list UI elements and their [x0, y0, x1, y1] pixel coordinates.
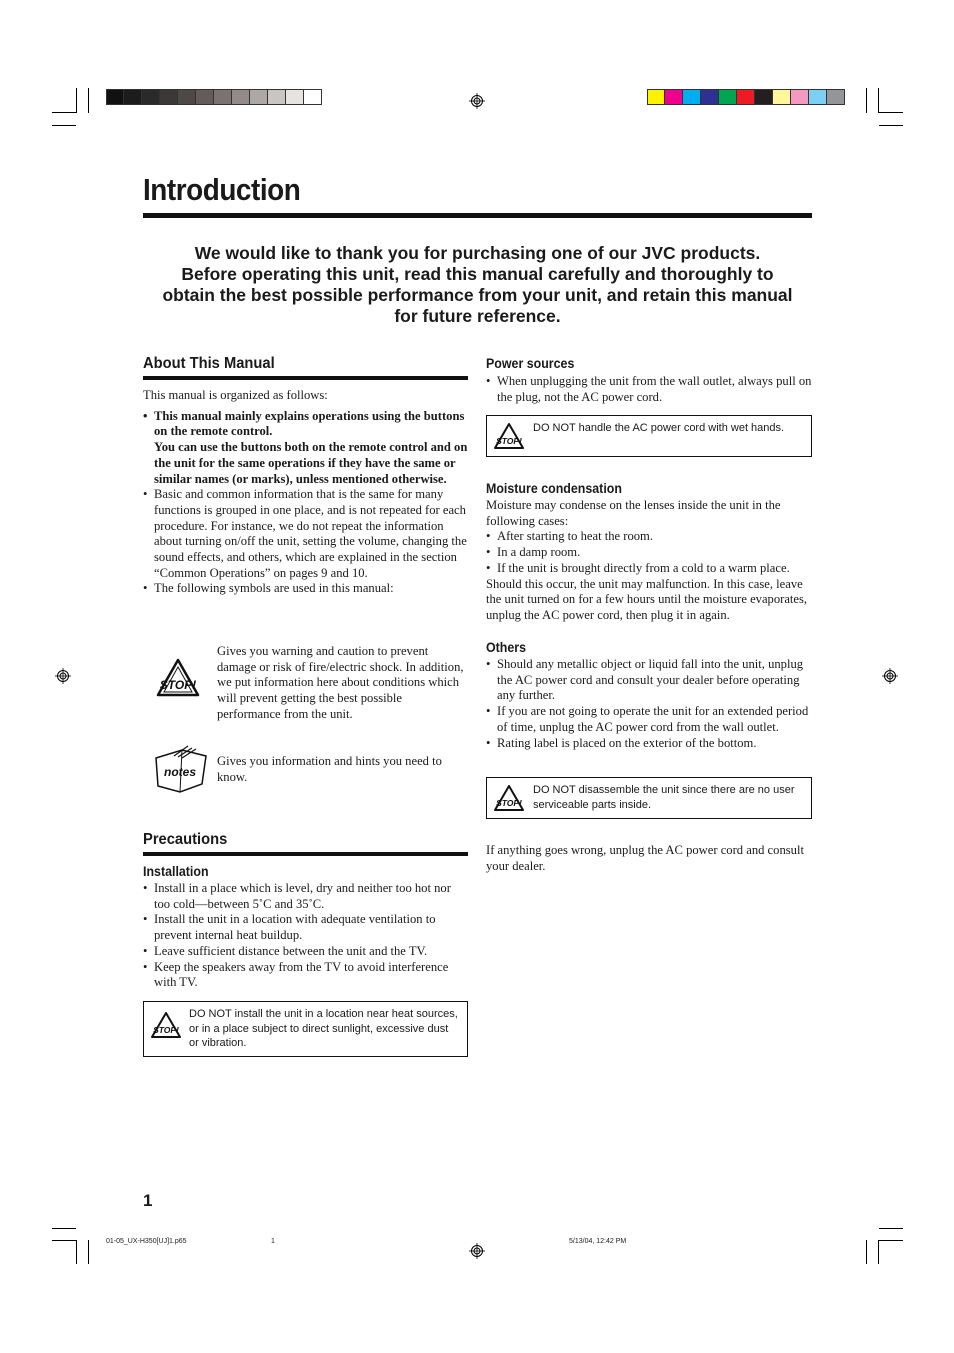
- footer-filename: 01-05_UX-H350[UJ]1.p65: [106, 1238, 187, 1245]
- footer-date: 5/13/04, 12:42 PM: [569, 1238, 627, 1245]
- color-swatch: [106, 89, 124, 105]
- list-item: • Basic and common information that is the same for many functions is grouped in one place, and is not repeated for each procedure. For instance, we do not repeat the information about turning on/off the unit, setting the volume, changing the sound effects, and others, which are explained in the section “Common Operations” on pages 9 and 10.: [143, 487, 468, 581]
- color-swatch: [160, 89, 178, 105]
- grayscale-calibration-bar: [106, 89, 322, 105]
- color-swatch: [196, 89, 214, 105]
- color-swatch: [142, 89, 160, 105]
- crop-mark: [52, 1228, 76, 1229]
- crop-mark: [76, 1240, 77, 1264]
- notes-icon-label: notes: [163, 765, 197, 779]
- list-item: • After starting to heat the room.: [486, 529, 812, 545]
- others-heading: Others: [486, 640, 527, 655]
- color-swatch: [232, 89, 250, 105]
- color-swatch: [286, 89, 304, 105]
- list-item: • Install the unit in a location with adequate ventilation to prevent internal heat buildup.: [143, 912, 468, 943]
- registration-mark-icon: [469, 1243, 485, 1259]
- power-heading: Power sources: [486, 356, 575, 371]
- list-item: • If you are not going to operate the unit for an extended period of time, unplug the AC power cord from the wall outlet.: [486, 704, 812, 735]
- moisture-body: [486, 498, 812, 624]
- color-swatch: [665, 89, 683, 105]
- color-swatch: [701, 89, 719, 105]
- color-swatch: [809, 89, 827, 105]
- registration-mark-icon: [55, 668, 71, 684]
- list-item: • The following symbols are used in this manual:: [143, 581, 468, 597]
- closing-paragraph: If anything goes wrong, unplug the AC power cord and consult your dealer.: [486, 843, 804, 873]
- crop-mark: [88, 1240, 89, 1264]
- installation-body: [143, 881, 468, 991]
- footer-page: 1: [271, 1238, 275, 1245]
- color-swatch: [827, 89, 845, 105]
- about-heading: About This Manual: [143, 355, 275, 372]
- list-item: • Leave sufficient distance between the unit and the TV.: [143, 944, 468, 960]
- list-item: • If the unit is brought directly from a cold to a warm place.: [486, 561, 812, 577]
- stop-icon-label: STOP!: [496, 798, 522, 808]
- color-swatch: [755, 89, 773, 105]
- color-swatch: [647, 89, 665, 105]
- stop-icon-label: STOP!: [153, 1025, 179, 1035]
- title-rule: [143, 213, 812, 218]
- color-swatch: [304, 89, 322, 105]
- color-calibration-bar: [647, 89, 845, 105]
- color-swatch: [737, 89, 755, 105]
- power-body: [486, 374, 812, 405]
- about-bold-item-cont: You can use the buttons both on the remote control and on the unit for the same operations if they have the same or similar names (or marks), unless mentioned otherwise.: [154, 440, 468, 486]
- color-swatch: [250, 89, 268, 105]
- list-item: • Should any metallic object or liquid fall into the unit, unplug the AC power cord and consult your dealer before operating any further.: [486, 657, 812, 704]
- crop-mark: [88, 88, 89, 113]
- crop-mark: [878, 88, 879, 113]
- color-swatch: [719, 89, 737, 105]
- crop-mark: [52, 1240, 76, 1241]
- power-warning-text: DO NOT handle the AC power cord with wet hands.: [533, 422, 785, 434]
- list-item: • In a damp room.: [486, 545, 812, 561]
- stop-warning-icon: [492, 422, 526, 450]
- crop-mark: [879, 112, 903, 113]
- color-swatch: [791, 89, 809, 105]
- about-lead: This manual is organized as follows:: [143, 388, 328, 402]
- stop-icon-label: STOP!: [496, 436, 522, 446]
- intro-paragraph: [143, 243, 812, 327]
- crop-mark: [76, 88, 77, 113]
- list-item: • When unplugging the unit from the wall outlet, always pull on the plug, not the AC power cord.: [486, 374, 812, 405]
- list-item: • Keep the speakers away from the TV to avoid interference with TV.: [143, 960, 468, 991]
- installation-warning-text: DO NOT install the unit in a location near heat sources, or in a place subject to direct sunlight, excessive dust or vibration.: [189, 1008, 458, 1049]
- intro-line: We would like to thank you for purchasing one of our JVC products.: [194, 243, 761, 263]
- intro-line: for future reference.: [394, 306, 561, 326]
- moisture-lead: Moisture may condense on the lenses inside the unit in the following cases:: [486, 498, 781, 528]
- crop-mark: [866, 88, 867, 113]
- intro-line: obtain the best possible performance from your unit, and retain this manual: [162, 285, 793, 305]
- stop-icon-label: STOP!: [159, 678, 197, 692]
- intro-line: Before operating this unit, read this manual carefully and thoroughly to: [181, 264, 774, 284]
- color-swatch: [214, 89, 232, 105]
- crop-mark: [52, 112, 76, 113]
- precautions-heading: Precautions: [143, 831, 228, 848]
- color-swatch: [773, 89, 791, 105]
- crop-mark: [866, 1240, 867, 1264]
- about-bold-item: This manual mainly explains operations using the buttons on the remote control.: [154, 408, 465, 439]
- stop-warning-icon: [153, 657, 203, 699]
- crop-mark: [879, 1228, 903, 1229]
- registration-mark-icon: [469, 93, 485, 109]
- about-body: [143, 388, 468, 597]
- page-number: 1: [143, 1191, 153, 1210]
- stop-warning-icon: [492, 784, 526, 812]
- list-item: [143, 409, 468, 488]
- stop-description: Gives you warning and caution to prevent damage or risk of fire/electric shock. In addition, we put information here about conditions which will prevent getting the best possible performance from the unit.: [217, 644, 464, 721]
- crop-mark: [879, 1240, 903, 1241]
- color-swatch: [124, 89, 142, 105]
- color-swatch: [683, 89, 701, 105]
- crop-mark: [52, 125, 76, 126]
- moisture-tail: Should this occur, the unit may malfunction. In this case, leave the unit turned on for a few hours until the moisture evaporates, unplug the AC power cord, then plug it in again.: [486, 576, 808, 622]
- others-warning-text: DO NOT disassemble the unit since there are no user serviceable parts inside.: [533, 784, 795, 811]
- registration-mark-icon: [882, 668, 898, 684]
- moisture-heading: Moisture condensation: [486, 481, 622, 496]
- color-swatch: [268, 89, 286, 105]
- power-warning-box: [486, 415, 812, 457]
- notes-icon: [152, 744, 210, 796]
- list-item: • Install in a place which is level, dry and neither too hot nor too cold—between 5˚C and 35˚C.: [143, 881, 468, 912]
- crop-mark: [879, 125, 903, 126]
- section-rule: [143, 376, 468, 380]
- section-rule: [143, 852, 468, 856]
- installation-heading: Installation: [143, 864, 209, 879]
- notes-description: Gives you information and hints you need to know.: [217, 754, 442, 784]
- list-item: • Rating label is placed on the exterior of the bottom.: [486, 736, 812, 752]
- crop-mark: [878, 1240, 879, 1264]
- page-title: Introduction: [143, 172, 301, 207]
- others-warning-box: [486, 777, 812, 819]
- installation-warning-box: [143, 1001, 468, 1057]
- stop-warning-icon: [149, 1011, 183, 1039]
- others-body: [486, 657, 812, 751]
- color-swatch: [178, 89, 196, 105]
